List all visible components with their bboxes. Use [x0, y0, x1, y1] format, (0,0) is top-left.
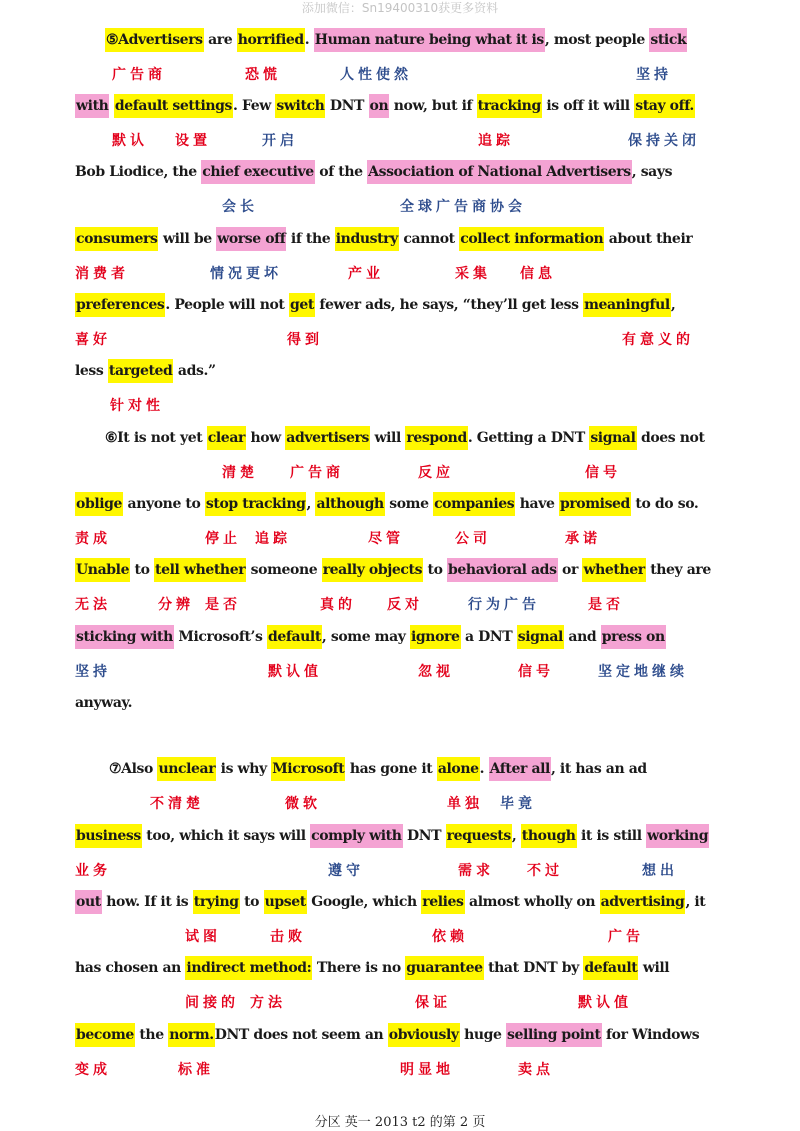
plain-text: . People will not: [165, 297, 289, 313]
highlight-yellow: relies: [421, 890, 464, 914]
passage-line: [75, 359, 216, 383]
plain-text: a DNT: [460, 629, 517, 645]
annotation-row: [0, 130, 800, 152]
highlight-pink: press on: [601, 625, 666, 649]
annotation-row: [0, 594, 800, 616]
plain-text: or: [557, 562, 583, 578]
chinese-gloss: 是否: [588, 597, 624, 613]
plain-text: are: [203, 32, 237, 48]
plain-text: too, which it says will: [141, 828, 311, 844]
plain-text: , some may: [321, 629, 410, 645]
passage-line: [105, 426, 705, 450]
plain-text: to: [239, 894, 264, 910]
highlight-yellow: trying: [193, 890, 240, 914]
highlight-yellow: Microsoft: [271, 757, 345, 781]
plain-text: the: [134, 1027, 169, 1043]
annotation-row: [0, 661, 800, 683]
annotation-row: [0, 64, 800, 86]
plain-text: how. If it is: [101, 894, 193, 910]
chinese-gloss: 广告: [608, 929, 644, 945]
highlight-yellow: whether: [582, 558, 645, 582]
annotation-row: [0, 196, 800, 218]
chinese-gloss: 真的: [320, 597, 356, 613]
plain-text: ,: [511, 828, 521, 844]
annotation-row: [0, 926, 800, 948]
chinese-gloss: 想出: [642, 863, 678, 879]
highlight-yellow: consumers: [75, 227, 158, 251]
highlight-yellow: clear: [207, 426, 246, 450]
plain-text: will: [638, 960, 670, 976]
chinese-gloss: 方法: [250, 995, 286, 1011]
highlight-yellow: stop tracking: [205, 492, 307, 516]
annotation-row: [0, 860, 800, 882]
chinese-gloss: 设置: [175, 133, 211, 149]
highlight-pink: worse off: [216, 227, 286, 251]
chinese-gloss: 承诺: [565, 531, 601, 547]
plain-text: .: [304, 32, 314, 48]
plain-text: will: [370, 430, 406, 446]
chinese-gloss: 消费者: [75, 266, 129, 282]
highlight-pink: Human nature being what it is: [314, 28, 545, 52]
plain-text: anyway.: [75, 695, 133, 711]
highlight-yellow: preferences: [75, 293, 165, 317]
chinese-gloss: 分辨: [158, 597, 194, 613]
plain-text: some: [384, 496, 434, 512]
chinese-gloss: 情况更坏: [210, 266, 282, 282]
highlight-pink: working: [646, 824, 709, 848]
passage-line: [75, 824, 709, 848]
chinese-gloss: 默认: [112, 133, 148, 149]
highlight-yellow: guarantee: [405, 956, 483, 980]
plain-text: now, but if: [389, 98, 477, 114]
passage-line: [75, 227, 692, 251]
plain-text: , it has an ad: [550, 761, 647, 777]
highlight-yellow: respond: [405, 426, 467, 450]
chinese-gloss: 清楚: [222, 465, 258, 481]
plain-text: anyone to: [123, 496, 205, 512]
annotation-row: [0, 329, 800, 351]
chinese-gloss: 保持关闭: [628, 133, 700, 149]
annotation-row: [0, 395, 800, 417]
chinese-gloss: 有意义的: [622, 332, 694, 348]
highlight-yellow: ignore: [410, 625, 461, 649]
highlight-pink: comply with: [310, 824, 402, 848]
passage-line: [105, 28, 687, 52]
chinese-gloss: 无法: [75, 597, 111, 613]
plain-text: and: [563, 629, 601, 645]
chinese-gloss: 信息: [520, 266, 556, 282]
plain-text: less: [75, 363, 108, 379]
chinese-gloss: 全球广告商协会: [400, 199, 526, 215]
chinese-gloss: 间接的: [185, 995, 239, 1011]
chinese-gloss: 行为广告: [468, 597, 540, 613]
highlight-yellow: signal: [517, 625, 564, 649]
plain-text: Bob Liodice, the: [75, 164, 202, 180]
plain-text: , most people: [544, 32, 650, 48]
plain-text: There is no: [312, 960, 406, 976]
plain-text: it is still: [576, 828, 647, 844]
plain-text: .: [479, 761, 489, 777]
plain-text: . Few: [233, 98, 276, 114]
highlight-pink: with: [75, 94, 109, 118]
passage-line: [75, 293, 675, 317]
chinese-gloss: 开启: [262, 133, 298, 149]
highlight-yellow: upset: [264, 890, 307, 914]
highlight-yellow: collect information: [459, 227, 604, 251]
annotation-row: [0, 528, 800, 550]
highlight-pink: out: [75, 890, 102, 914]
chinese-gloss: 变成: [75, 1062, 111, 1078]
passage-line: [75, 160, 672, 184]
chinese-gloss: 明显地: [400, 1062, 454, 1078]
chinese-gloss: 信号: [518, 664, 554, 680]
highlight-yellow: advertising: [600, 890, 686, 914]
plain-text: ,: [306, 496, 316, 512]
plain-text: DNT does not seem an: [214, 1027, 388, 1043]
chinese-gloss: 默认值: [268, 664, 322, 680]
highlight-yellow: requests: [446, 824, 512, 848]
annotation-row: [0, 462, 800, 484]
passage-line: [75, 94, 695, 118]
plain-text: ,: [670, 297, 676, 313]
plain-text: fewer ads, he says, “they’ll get less: [314, 297, 584, 313]
highlight-pink: behavioral ads: [447, 558, 558, 582]
plain-text: Microsoft’s: [173, 629, 267, 645]
plain-text: does not: [636, 430, 705, 446]
chinese-gloss: 坚持: [75, 664, 111, 680]
highlight-yellow: stay off.: [634, 94, 695, 118]
passage-line: [109, 757, 647, 781]
highlight-pink: on: [369, 94, 390, 118]
passage-line: [75, 558, 711, 582]
chinese-gloss: 需求: [458, 863, 494, 879]
highlight-yellow: unclear: [157, 757, 216, 781]
chinese-gloss: 广告商: [290, 465, 344, 481]
plain-text: that DNT by: [483, 960, 584, 976]
highlight-yellow: business: [75, 824, 142, 848]
chinese-gloss: 忽视: [418, 664, 454, 680]
chinese-gloss: 卖点: [518, 1062, 554, 1078]
chinese-gloss: 尽管: [368, 531, 404, 547]
highlight-yellow: norm.: [168, 1023, 215, 1047]
chinese-gloss: 业务: [75, 863, 111, 879]
chinese-gloss: 人性使然: [340, 67, 412, 83]
chinese-gloss: 产业: [348, 266, 384, 282]
plain-text: has chosen an: [75, 960, 186, 976]
chinese-gloss: 单独: [447, 796, 483, 812]
chinese-gloss: 会长: [222, 199, 258, 215]
chinese-gloss: 依赖: [432, 929, 468, 945]
chinese-gloss: 针对性: [110, 398, 164, 414]
chinese-gloss: 追踪: [478, 133, 514, 149]
plain-text: how: [245, 430, 286, 446]
chinese-gloss: 不过: [527, 863, 563, 879]
watermark: 添加微信：Sn19400310获更多资料: [301, 1, 499, 15]
highlight-yellow: indirect method:: [185, 956, 312, 980]
plain-text: , says: [631, 164, 673, 180]
plain-text: about their: [604, 231, 693, 247]
passage-line: [75, 956, 669, 980]
plain-text: is off it will: [541, 98, 635, 114]
annotation-row: [0, 1059, 800, 1081]
annotation-row: [0, 992, 800, 1014]
chinese-gloss: 不清楚: [150, 796, 204, 812]
plain-text: someone: [246, 562, 322, 578]
highlight-yellow: really objects: [322, 558, 423, 582]
highlight-yellow: though: [521, 824, 577, 848]
plain-text: ⑥It is not yet: [105, 430, 207, 446]
passage-line: [75, 625, 666, 649]
chinese-gloss: 坚持: [636, 67, 672, 83]
chinese-gloss: 试图: [185, 929, 221, 945]
highlight-yellow: tell whether: [154, 558, 246, 582]
highlight-yellow: become: [75, 1023, 135, 1047]
chinese-gloss: 毕竟: [500, 796, 536, 812]
passage-line: [75, 492, 698, 516]
highlight-pink: chief executive: [201, 160, 315, 184]
chinese-gloss: 默认值: [578, 995, 632, 1011]
highlight-yellow: targeted: [108, 359, 174, 383]
highlight-yellow: get: [289, 293, 315, 317]
chinese-gloss: 击败: [270, 929, 306, 945]
chinese-gloss: 微软: [285, 796, 321, 812]
plain-text: DNT: [402, 828, 446, 844]
plain-text: to do so.: [630, 496, 699, 512]
annotation-row: [0, 263, 800, 285]
plain-text: , it: [685, 894, 706, 910]
chinese-gloss: 坚定地继续: [598, 664, 688, 680]
highlight-yellow: companies: [433, 492, 515, 516]
plain-text: almost wholly on: [464, 894, 600, 910]
highlight-pink: selling point: [506, 1023, 601, 1047]
highlight-yellow: although: [315, 492, 384, 516]
highlight-yellow: default: [267, 625, 322, 649]
plain-text: ⑦Also: [109, 761, 158, 777]
chinese-gloss: 停止: [205, 531, 241, 547]
chinese-gloss: 反应: [418, 465, 454, 481]
highlight-yellow: promised: [559, 492, 631, 516]
page-footer: 分区 英一 2013 t2 的第 2 页: [314, 1115, 486, 1130]
plain-text: if the: [286, 231, 335, 247]
highlight-yellow: advertisers: [285, 426, 370, 450]
annotation-row: [0, 793, 800, 815]
plain-text: have: [515, 496, 559, 512]
highlight-yellow: Unable: [75, 558, 130, 582]
plain-text: of the: [314, 164, 368, 180]
chinese-gloss: 公司: [455, 531, 491, 547]
highlight-yellow: ⑤Advertisers: [105, 28, 204, 52]
passage-line: [75, 1023, 699, 1047]
chinese-gloss: 标准: [178, 1062, 214, 1078]
passage-line: [75, 890, 705, 914]
highlight-yellow: obviously: [388, 1023, 460, 1047]
plain-text: will be: [158, 231, 217, 247]
chinese-gloss: 采集: [455, 266, 491, 282]
chinese-gloss: 是否: [205, 597, 241, 613]
chinese-gloss: 得到: [287, 332, 323, 348]
highlight-yellow: horrified: [237, 28, 305, 52]
passage-line: [75, 691, 132, 715]
plain-text: huge: [459, 1027, 507, 1043]
highlight-yellow: alone: [437, 757, 480, 781]
highlight-yellow: tracking: [477, 94, 542, 118]
highlight-yellow: default: [583, 956, 638, 980]
chinese-gloss: 信号: [585, 465, 621, 481]
plain-text: to: [130, 562, 155, 578]
highlight-yellow: signal: [589, 426, 636, 450]
highlight-yellow: switch: [275, 94, 325, 118]
plain-text: to: [423, 562, 448, 578]
chinese-gloss: 广告商: [112, 67, 166, 83]
highlight-yellow: default settings: [114, 94, 233, 118]
highlight-pink: Association of National Advertisers: [367, 160, 632, 184]
plain-text: ads.”: [173, 363, 216, 379]
plain-text: is why: [216, 761, 272, 777]
chinese-gloss: 追踪: [255, 531, 291, 547]
chinese-gloss: 恐慌: [245, 67, 281, 83]
plain-text: DNT: [325, 98, 369, 114]
highlight-yellow: oblige: [75, 492, 123, 516]
plain-text: cannot: [398, 231, 460, 247]
plain-text: for Windows: [601, 1027, 700, 1043]
chinese-gloss: 遵守: [328, 863, 364, 879]
plain-text: . Getting a DNT: [467, 430, 590, 446]
plain-text: has gone it: [345, 761, 437, 777]
plain-text: they are: [645, 562, 711, 578]
plain-text: Google, which: [306, 894, 422, 910]
chinese-gloss: 保证: [415, 995, 451, 1011]
highlight-pink: sticking with: [75, 625, 174, 649]
chinese-gloss: 喜好: [75, 332, 111, 348]
highlight-pink: stick: [649, 28, 687, 52]
highlight-yellow: meaningful: [583, 293, 671, 317]
chinese-gloss: 反对: [387, 597, 423, 613]
chinese-gloss: 责成: [75, 531, 111, 547]
highlight-pink: After all: [489, 757, 551, 781]
highlight-yellow: industry: [335, 227, 399, 251]
